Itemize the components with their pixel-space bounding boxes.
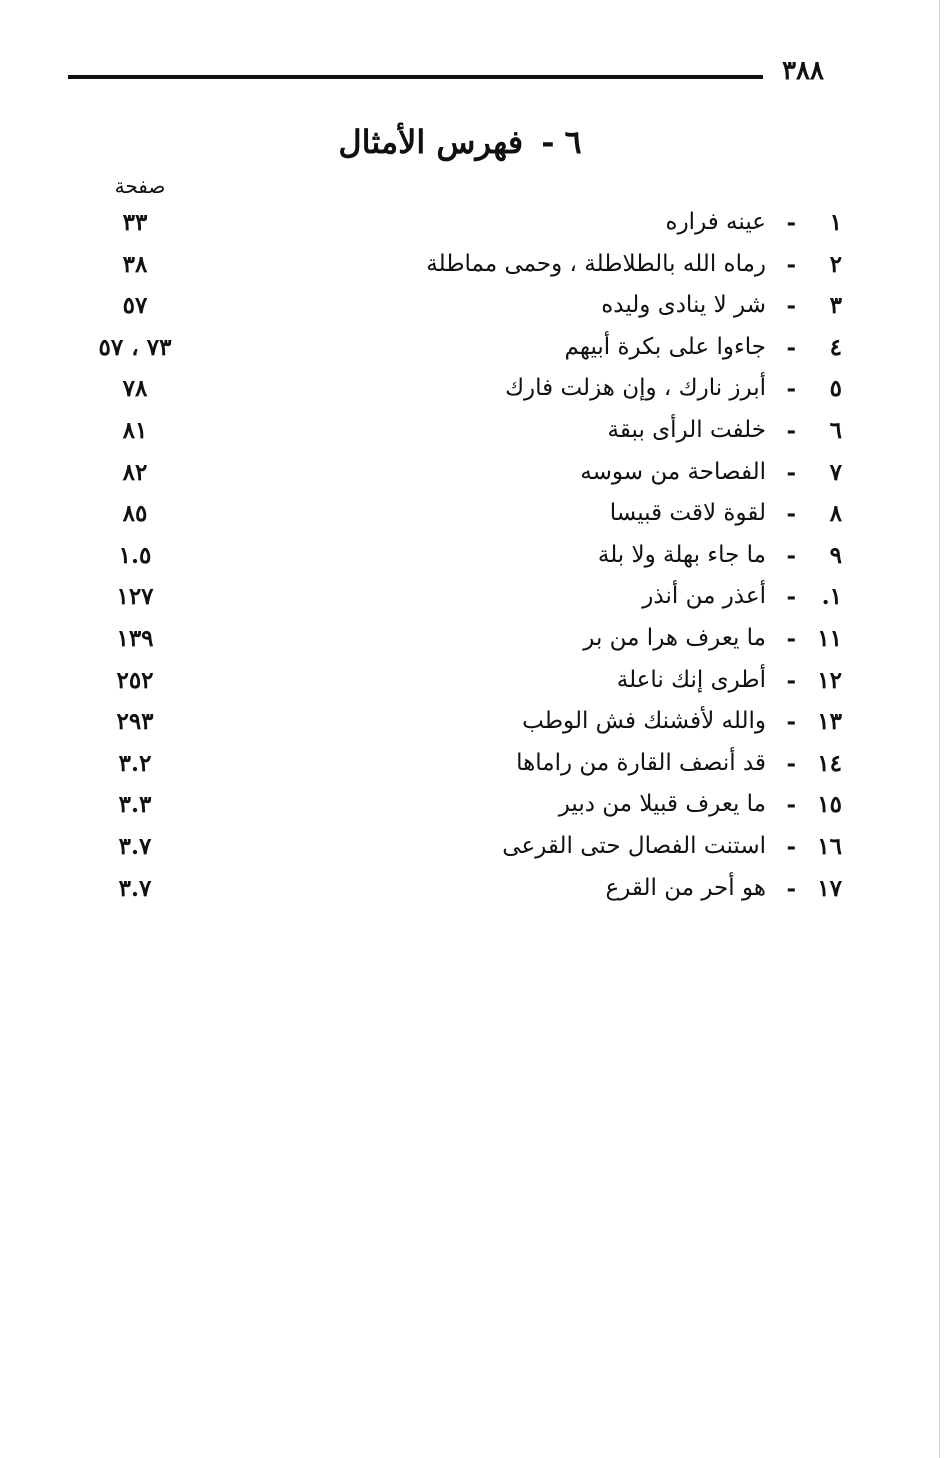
entry-dash: - (786, 375, 796, 403)
entry-text: خلفت الرأى ببقة (607, 416, 766, 443)
entry-dash: - (786, 874, 796, 902)
entry-page-number: ٧٣ ، ٥٧ (98, 333, 172, 361)
proverbs-index-list (70, 203, 842, 910)
index-entry-row (70, 245, 842, 287)
page-number: ٣٨٨ (782, 56, 824, 86)
entry-number: ١٦ (817, 832, 842, 860)
entry-page-number: ٢٩٣ (116, 708, 154, 736)
entry-text: ما يعرف هرا من بر (583, 624, 766, 651)
index-entry-row (70, 744, 842, 786)
entry-text: جاءوا على بكرة أبيهم (564, 333, 766, 360)
entry-page-number: ٣.٢ (118, 749, 152, 777)
entry-dash: - (786, 832, 796, 860)
entry-dash: - (786, 749, 796, 777)
entry-number: ١٥ (817, 791, 842, 819)
entry-dash: - (786, 209, 796, 236)
page-title (270, 120, 650, 164)
entry-page-number: ١٢٧ (116, 583, 154, 611)
index-entry-row (70, 286, 842, 328)
header-rule (68, 75, 763, 79)
index-entry-row (70, 411, 842, 453)
entry-page-number: ٧٨ (122, 375, 148, 403)
entry-dash: - (786, 333, 796, 361)
entry-number: ٨ (829, 500, 842, 528)
entry-dash: - (786, 666, 796, 694)
index-entry-row (70, 785, 842, 827)
entry-text: لقوة لاقت قبيسا (609, 500, 766, 527)
entry-number: ١٧ (817, 874, 842, 902)
entry-dash: - (786, 500, 796, 528)
entry-text: ما جاء بهلة ولا بلة (597, 541, 766, 568)
entry-text: رماه الله بالطلاطلة ، وحمى مماطلة (426, 250, 766, 277)
entry-page-number: ٣.٧ (118, 874, 152, 902)
entry-dash: - (786, 708, 796, 736)
entry-number: ١٣ (817, 708, 842, 736)
index-entry-row (70, 203, 842, 245)
entry-page-number: ١.٥ (118, 541, 152, 569)
entry-dash: - (786, 458, 796, 486)
entry-text: أعذر من أنذر (642, 583, 766, 610)
title-dash: - (541, 123, 555, 161)
entry-dash: - (786, 250, 796, 278)
index-entry-row (70, 702, 842, 744)
entry-number: ١ (829, 209, 842, 236)
entry-number: ٩ (829, 541, 842, 569)
entry-page-number: ٨٥ (122, 500, 148, 528)
entry-text: هو أحر من القرع (605, 874, 766, 901)
entry-text: الفصاحة من سوسه (580, 458, 766, 485)
entry-text: قد أنصف القارة من راماها (516, 749, 766, 776)
index-entry-row (70, 577, 842, 619)
entry-number: ٥ (829, 375, 842, 403)
entry-page-number: ١٣٩ (116, 624, 154, 652)
page-edge-line (939, 0, 940, 1458)
entry-number: ١٢ (817, 666, 842, 694)
entry-page-number: ٨١ (122, 416, 148, 444)
index-entry-row (70, 619, 842, 661)
entry-page-number: ٣٣ (122, 209, 148, 236)
entry-page-number: ٥٧ (122, 292, 148, 320)
entry-dash: - (786, 583, 796, 611)
entry-number: ١٤ (817, 749, 842, 777)
index-entry-row (70, 661, 842, 703)
entry-page-number: ٣.٧ (118, 832, 152, 860)
entry-page-number: ٢٥٢ (116, 666, 154, 694)
entry-text: ما يعرف قبيلا من دبير (558, 791, 766, 818)
entry-dash: - (786, 624, 796, 652)
entry-dash: - (786, 791, 796, 819)
entry-number: ١. (821, 583, 842, 611)
entry-dash: - (786, 292, 796, 320)
entry-text: استنت الفصال حتى القرعى (502, 832, 766, 859)
entry-number: ٣ (829, 292, 842, 320)
entry-number: ٢ (829, 250, 842, 278)
entry-page-number: ٣.٣ (118, 791, 152, 819)
entry-dash: - (786, 416, 796, 444)
entry-page-number: ٨٢ (122, 458, 148, 486)
title-text: فهرس الأمثال (338, 123, 524, 161)
entry-text: عينه فراره (665, 209, 766, 235)
entry-number: ١١ (817, 624, 842, 652)
entry-dash: - (786, 541, 796, 569)
entry-text: والله لأفشنك فش الوطب (522, 708, 766, 735)
index-entry-row (70, 494, 842, 536)
entry-page-number: ٣٨ (122, 250, 148, 278)
index-entry-row (70, 869, 842, 911)
index-entry-row (70, 369, 842, 411)
title-number: ٦ (564, 123, 582, 161)
index-entry-row (70, 536, 842, 578)
entry-number: ٦ (829, 416, 842, 444)
index-entry-row (70, 453, 842, 495)
entry-number: ٤ (829, 333, 842, 361)
index-entry-row (70, 328, 842, 370)
page-column-header: صفحة (114, 174, 166, 198)
index-entry-row (70, 827, 842, 869)
entry-text: شر لا ينادى وليده (601, 292, 766, 319)
entry-number: ٧ (829, 458, 842, 486)
entry-text: أبرز نارك ، وإن هزلت فارك (505, 375, 766, 402)
entry-text: أطرى إنك ناعلة (616, 666, 766, 693)
